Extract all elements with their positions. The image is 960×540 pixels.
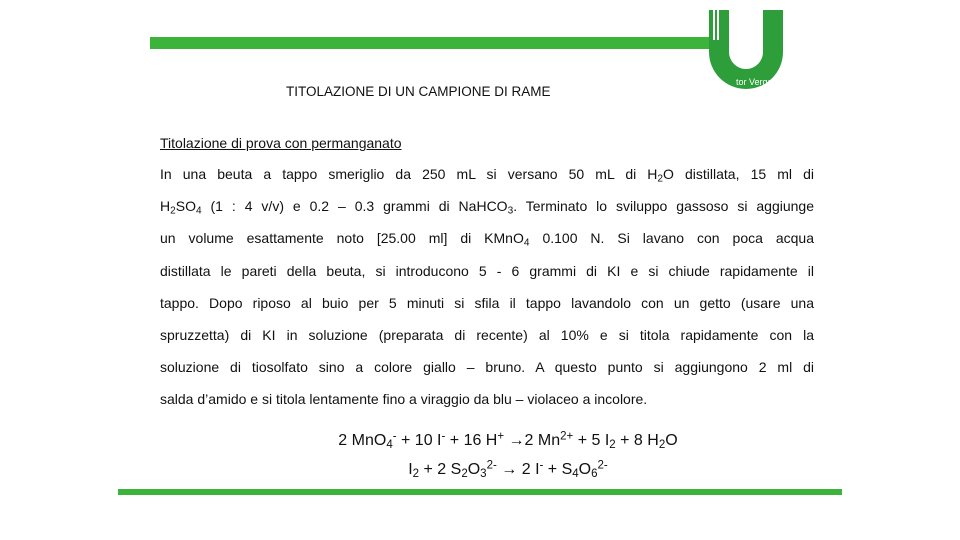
paragraph-line-1: In una beuta a tappo smeriglio da 250 mL si versano 50 mL di $H_2O$ distillata, 15 ml di <box>160 166 814 185</box>
paragraph-line-4: distillata le pareti della beuta, si introducono 5 - 6 grammi di KI e si chiude rapidamente il <box>160 263 814 279</box>
paragraph-line-2: $H_2SO_4$ (1 : 4 v/v) e 0.2 – 0.3 grammi di NaHCO$_3$. Terminato lo sviluppo gassoso si aggiunge <box>160 198 815 217</box>
page-title: TITOLAZIONE DI UN CAMPIONE DI RAME <box>286 84 551 99</box>
paragraph-line-6: spruzzetta) di KI in soluzione (preparata di recente) al 10% e si titola rapidamente con la <box>160 327 814 343</box>
equation-2: $I_2 + 2$ $S_2O_3^{2-} \to 2$ $I^- + S_4O_6^{2-}$ <box>408 459 608 480</box>
paragraph-line-5: tappo. Dopo riposo al buio per 5 minuti si sfila il tappo lavandolo con un getto (usare una <box>160 295 814 311</box>
bottom-green-bar <box>118 489 842 495</box>
paragraph-line-3: un volume esattamente noto [25.00 ml] di KMnO$_4$ 0.100 N. Si lavano con poca acqua <box>160 230 815 249</box>
section-subtitle: Titolazione di prova con permanganato <box>160 135 402 151</box>
logo-text: tor Vergata <box>736 77 781 87</box>
equation-1: 2 MnO$_4$- + 10 I- + 16 H+ →2 $Mn^{2+} + 5$ $I_2 + 8$ $H_2O$ <box>338 430 678 451</box>
paragraph-line-8: salda d’amido e si titola lentamente fino a viraggio da blu – violaceo a incolore. <box>160 391 648 407</box>
paragraph-line-7: soluzione di tiosolfato sino a colore giallo – bruno. A questo punto si aggiungono 2 ml di <box>160 359 814 375</box>
top-green-bar <box>150 37 710 49</box>
